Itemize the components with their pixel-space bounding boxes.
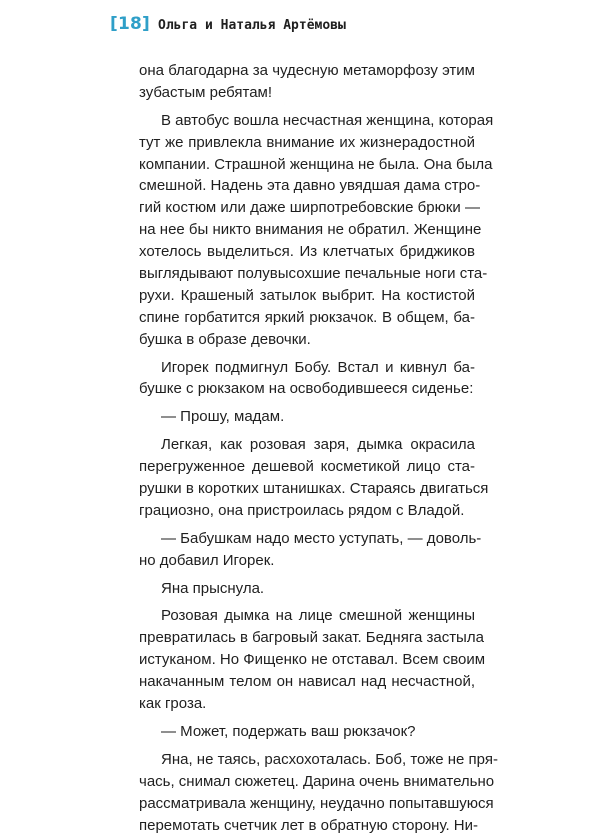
paragraph xyxy=(139,721,475,743)
paragraph xyxy=(139,406,475,428)
page-header xyxy=(110,14,346,34)
text-line: — Прошу, мадам. xyxy=(139,406,475,428)
text-line: — Бабушкам надо место уступать, — доволь- xyxy=(139,528,475,550)
text-line: она благодарна за чудесную метаморфозу этим xyxy=(139,60,475,82)
text-line: бушка в образе девочки. xyxy=(139,329,475,351)
paragraph xyxy=(139,357,475,401)
paragraph xyxy=(139,578,475,600)
text-line: рухи. Крашеный затылок выбрит. На костистой xyxy=(139,285,475,307)
text-line: смешной. Надень эта давно увядшая дама стро- xyxy=(139,175,475,197)
text-line: В автобус вошла несчастная женщина, которая xyxy=(139,110,475,132)
paragraph xyxy=(139,60,475,104)
paragraph xyxy=(139,434,475,522)
text-line: Яна, не таясь, расхохоталась. Боб, тоже не пря- xyxy=(139,749,475,771)
text-line: бушке с рюкзаком на освободившееся сиденье: xyxy=(139,378,475,400)
text-line: хотелось выделиться. Из клетчатых бриджиков xyxy=(139,241,475,263)
text-line: накачанным телом он нависал над несчастной, xyxy=(139,671,475,693)
text-line: спине горбатится яркий рюкзачок. В общем, ба- xyxy=(139,307,475,329)
text-line: как гроза. xyxy=(139,693,475,715)
text-line: перемотать счетчик лет в обратную сторону. Ни- xyxy=(139,815,475,836)
text-line: чась, снимал сюжетец. Дарина очень внимательно xyxy=(139,771,475,793)
paragraph xyxy=(139,749,475,836)
text-line: выглядывают полувысохшие печальные ноги ста- xyxy=(139,263,475,285)
text-line: Легкая, как розовая заря, дымка окрасила xyxy=(139,434,475,456)
text-line: на нее бы никто внимания не обратил. Женщине xyxy=(139,219,475,241)
running-head-authors: Ольга и Наталья Артёмовы xyxy=(158,18,346,33)
text-line: зубастым ребятам! xyxy=(139,82,475,104)
text-line: Яна прыснула. xyxy=(139,578,475,600)
text-line: гий костюм или даже ширпотребовские брюки — xyxy=(139,197,475,219)
text-line: перегруженное дешевой косметикой лицо ста- xyxy=(139,456,475,478)
paragraph xyxy=(139,528,475,572)
text-line: Розовая дымка на лице смешной женщины xyxy=(139,605,475,627)
text-line: рушки в коротких штанишках. Стараясь двигаться xyxy=(139,478,475,500)
text-line: Игорек подмигнул Бобу. Встал и кивнул ба- xyxy=(139,357,475,379)
text-line: рассматривала женщину, неудачно попытавшуюся xyxy=(139,793,475,815)
text-line: превратилась в багровый закат. Бедняга застыла xyxy=(139,627,475,649)
text-line: — Может, подержать ваш рюкзачок? xyxy=(139,721,475,743)
text-line: тут же привлекла внимание их жизнерадостной xyxy=(139,132,475,154)
text-line: истуканом. Но Фищенко не отставал. Всем своим xyxy=(139,649,475,671)
paragraph xyxy=(139,110,475,351)
text-line: грациозно, она пристроилась рядом с Владой. xyxy=(139,500,475,522)
page-number: [18] xyxy=(110,14,150,34)
paragraph xyxy=(139,605,475,714)
text-line: но добавил Игорек. xyxy=(139,550,475,572)
text-line: компании. Страшной женщина не была. Она была xyxy=(139,154,475,176)
book-text-body xyxy=(139,60,475,836)
